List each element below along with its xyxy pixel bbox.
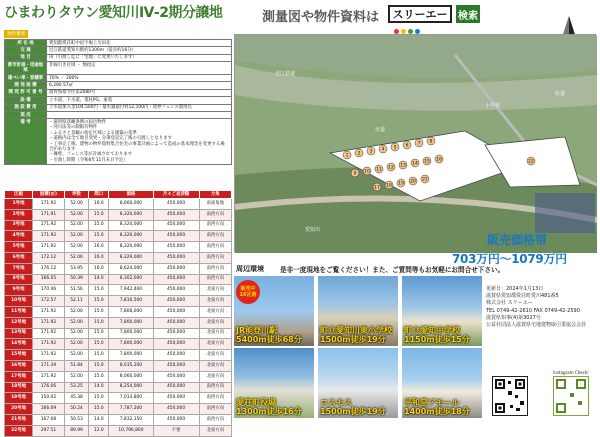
overview-value: 6,290.57㎡ [47,82,232,89]
table-row [5,199,232,210]
company-phone: TEL 0749-42-2610 FAX 0749-42-2590 [486,307,580,314]
lot-cell-monthly: 450,000 [153,393,199,404]
company-name: 株式会社 スリーエー [486,300,533,307]
overview-key: 備 考 [5,119,47,164]
lot-cell-no: 21号地 [5,414,33,425]
lot-cell-area: 171.92 [33,371,65,382]
lot-cell-no: 4号地 [5,231,33,242]
lot-cell-price: 7,800,000 [109,339,153,350]
overview-row [5,75,232,82]
lot-cell-area: 166.05 [33,274,65,285]
overview-row [5,82,232,89]
lot-cell-price: 7,800,000 [109,350,153,361]
lot-marker-label: 7 [417,141,421,147]
lot-cell-no: 12号地 [5,317,33,328]
instagram-qr-icon[interactable] [553,376,589,416]
lot-cell-monthly: 450,000 [153,209,199,220]
lot-cell-price: 8,035,200 [109,360,153,371]
lot-cell-dir: 南西方向 [199,382,231,393]
lot-marker-label: 12 [388,165,394,171]
sale-badge: 販売中 16区画 [236,280,260,304]
overview-key: 開 発 許 可 番 号 [5,89,47,96]
lot-cell-price: 7,033,800 [109,393,153,404]
lot-cell-monthly: 450,000 [153,404,199,415]
lot-cell-area: 172.12 [33,252,65,263]
overview-key: 設 備 [5,97,47,104]
table-row [5,242,232,253]
photo-name: 町立愛知中学校 [404,326,460,335]
lot-cell-area: 176.12 [33,263,65,274]
lot-cell-monthly: 450,000 [153,252,199,263]
lot-cell-tsubo: 52.00 [64,339,88,350]
photo-elementary-school [318,276,398,346]
lot-cell-no: 1号地 [5,199,33,210]
lot-cell-tsubo: 52.00 [64,199,88,210]
lot-cell-no: 10号地 [5,296,33,307]
overview-row [5,119,232,164]
lot-column-header: 面積(㎡) [33,191,65,199]
lot-cell-price: 10,796,800 [109,425,153,436]
company-association: 公益社団法人滋賀県宅地建物取引業協会会員 [486,322,587,329]
lot-cell-area: 171.92 [33,242,65,253]
photo-distance: 1150m徒歩15分 [404,335,470,344]
lot-cell-area: 176.06 [33,382,65,393]
lot-cell-dir: 北東方向 [199,371,231,382]
lot-marker-label: 21 [422,177,428,183]
lot-cell-monthly: 450,000 [153,360,199,371]
overview-key: 交 通 [5,47,47,54]
lot-cell-tsubo: 51.56 [64,285,88,296]
table-row [5,285,232,296]
lot-cell-front: 15.0 [89,350,109,361]
lot-marker-label: 15 [424,159,430,165]
lot-marker-label: 2 [357,151,361,157]
overview-row [5,104,232,111]
lot-cell-monthly: 450,000 [153,285,199,296]
lot-marker-label: 5 [393,145,397,151]
lot-cell-dir: 南西方向 [199,404,231,415]
photo-name: JR能登川駅 [236,326,278,335]
lot-cell-price: 7,800,000 [109,328,153,339]
lot-cell-area: 171.92 [33,220,65,231]
lot-cell-price: 8,302,000 [109,274,153,285]
lot-cell-no: 19号地 [5,393,33,404]
lot-cell-monthly: 450,000 [153,274,199,285]
overview-value: 田（引渡し迄に「宅地」に変更いたします） [47,54,232,61]
overview-row [5,97,232,104]
lot-cell-area: 171.92 [33,231,65,242]
overview-row [5,112,232,119]
lot-cell-price: 8,060,000 [109,371,153,382]
lot-cell-front: 16.0 [89,263,109,274]
lot-cell-monthly: 不要 [153,425,199,436]
lot-cell-no: 22号地 [5,425,33,436]
lot-cell-no: 6号地 [5,252,33,263]
lot-marker-label: 9 [353,171,357,177]
lot-cell-front: 16.0 [89,242,109,253]
lot-cell-dir: 北東方向 [199,339,231,350]
lot-cell-front: 15.0 [89,306,109,317]
lot-cell-monthly: 450,000 [153,328,199,339]
lot-cell-area: 171.92 [33,339,65,350]
page-header [0,0,600,28]
lot-column-header: 方角 [199,191,231,199]
brand-search-box[interactable]: スリーエー [388,5,452,23]
lot-cell-price: 7,832,150 [109,414,153,425]
map-label: 近江鉄道 [275,71,296,77]
lot-cell-dir: 南西方向 [199,231,231,242]
lot-cell-front: 15.0 [89,285,109,296]
lot-cell-no: 11号地 [5,306,33,317]
lot-cell-no: 3号地 [5,220,33,231]
photo-name: 町立愛知川東小学校 [320,326,392,335]
lot-cell-dir: 北東方向 [199,285,231,296]
lot-cell-no: 13号地 [5,328,33,339]
lot-cell-area: 171.92 [33,350,65,361]
lot-cell-front: 14.0 [89,274,109,285]
overview-row [5,54,232,61]
overview-key: 所 在 地 [5,40,47,47]
lot-cell-area: 170.46 [33,285,65,296]
lot-marker-label: 13 [400,163,406,169]
overview-key: 建ぺい率・容積率 [5,75,47,82]
overview-value: 愛知郡愛荘町中宿字堀上川田先 [47,40,232,47]
table-row [5,231,232,242]
lot-cell-front: 15.0 [89,296,109,307]
lot-cell-price: 8,320,000 [109,242,153,253]
photo-distance: 1300m徒歩16分 [236,407,302,416]
lot-cell-dir: 北東方向 [199,360,231,371]
lot-cell-dir: 北東方向 [199,328,231,339]
overview-key: 開 発 面 積 [5,82,47,89]
lot-cell-tsubo: 52.00 [64,231,88,242]
table-row [5,371,232,382]
lot-marker-label: 1 [345,153,349,159]
lot-cell-tsubo: 50.39 [64,274,88,285]
company-license: 滋賀県知事(4)第3027号 [486,314,541,321]
lot-cell-front: 15.0 [89,404,109,415]
lot-cell-area: 297.51 [33,425,65,436]
photo-name: コスモス [320,398,352,407]
lot-marker-label: 19 [398,181,404,187]
lot-cell-monthly: 450,000 [153,350,199,361]
lot-cell-front: 15.0 [89,317,109,328]
lot-cell-dir: 北東方向 [199,317,231,328]
lot-marker-label: 3 [369,149,373,155]
lot-cell-tsubo: 52.00 [64,328,88,339]
overview-value: 70% ・ 200% [47,75,232,82]
table-row [5,360,232,371]
lot-marker-label: 10 [364,169,370,175]
photo-distance: 1400m徒歩18分 [404,407,470,416]
lot-cell-monthly: 450,000 [153,371,199,382]
lot-cell-front: 15.0 [89,231,109,242]
lot-cell-front: 14.0 [89,414,109,425]
lot-cell-area: 171.92 [33,306,65,317]
lot-column-header: 間口 [89,191,109,199]
photo-distance: 1500m徒歩19分 [320,407,386,416]
lot-cell-front: 15.0 [89,209,109,220]
table-row [5,296,232,307]
overview-value: 近江鉄道愛知川駅約1300m（徒歩約16分） [47,47,232,54]
site-plan-svg [235,35,597,253]
overview-value: 上水道、下水道、電柱PG、東電 [47,97,232,104]
lot-cell-tsubo: 53.95 [64,263,88,274]
photo-distance: 5400m徒歩68分 [236,335,302,344]
photo-name: 平和堂アモール [404,398,460,407]
lot-cell-no: 14号地 [5,339,33,350]
table-row [5,209,232,220]
company-info [486,286,598,329]
overview-key: 都市計画・用途地域 [5,62,47,75]
property-overview [4,30,232,165]
overview-value: 上水道加入金104,500円・量水器取付料12,100円・境界フェンス費用込 [47,104,232,111]
lot-cell-dir: 北東方向 [199,350,231,361]
lot-cell-dir: 南西方向 [199,263,231,274]
lot-marker-label: 4 [381,147,385,153]
page-title: ひまわりタウン愛知川Ⅳ-2期分譲地 [4,5,223,21]
lot-cell-dir: 南西方向 [199,252,231,263]
table-row [5,317,232,328]
lot-marker-label: 20 [410,179,416,185]
lot-cell-front: 14.0 [89,382,109,393]
lot-marker-label: 22 [528,159,534,165]
lot-cell-area: 172.57 [33,296,65,307]
lot-cell-front: 15.0 [89,220,109,231]
price-range-title: 販売価格帯 [487,233,548,247]
lot-cell-tsubo: 52.06 [64,252,88,263]
table-row [5,393,232,404]
lot-cell-no: 7号地 [5,263,33,274]
lot-cell-dir: 南東角地 [199,199,231,210]
overview-row [5,40,232,47]
photo-junior-high [402,276,482,346]
lot-marker-label: 18 [386,183,392,189]
lot-cell-tsubo: 89.99 [64,425,88,436]
lot-cell-no: 9号地 [5,285,33,296]
lot-cell-monthly: 450,000 [153,242,199,253]
overview-tag: 物件概要 [4,30,28,38]
lot-cell-front: 15.0 [89,393,109,404]
lot-cell-front: 15.0 [89,371,109,382]
lot-cell-front: 16.0 [89,252,109,263]
lot-cell-tsubo: 52.00 [64,371,88,382]
table-row [5,306,232,317]
table-row [5,220,232,231]
lot-marker-label: 16 [436,157,442,163]
lot-cell-front: 15.0 [89,339,109,350]
lot-cell-no: 8号地 [5,274,33,285]
lot-cell-dir: 北東方向 [199,296,231,307]
lot-cell-price: 8,254,000 [109,382,153,393]
lot-column-header: 区画 [5,191,33,199]
lot-cell-tsubo: 52.00 [64,220,88,231]
lot-cell-front: 16.0 [89,199,109,210]
lot-cell-monthly: 450,000 [153,382,199,393]
map-label: 愛知川 [305,227,321,233]
lot-cell-monthly: 450,000 [153,296,199,307]
lot-cell-dir: 南西方向 [199,220,231,231]
map-label: 小学校 [485,103,501,109]
lot-cell-price: 8,329,000 [109,252,153,263]
lot-cell-monthly: 450,000 [153,306,199,317]
lot-cell-monthly: 450,000 [153,414,199,425]
lot-cell-area: 166.09 [33,404,65,415]
photo-distance: 1500m徒歩19分 [320,335,386,344]
table-row [5,382,232,393]
overview-table [4,39,232,165]
overview-key: 地 目 [5,54,47,61]
lot-cell-tsubo: 50.53 [64,414,88,425]
lot-cell-tsubo: 52.00 [64,317,88,328]
lot-cell-tsubo: 50.24 [64,404,88,415]
lot-cell-dir: 北東方向 [199,425,231,436]
search-button[interactable]: 検索 [456,5,480,23]
lot-cell-price: 8,320,000 [109,231,153,242]
lot-marker-label: 14 [412,161,418,167]
table-row [5,328,232,339]
surroundings-photos [234,276,484,420]
lot-cell-dir: 南西方向 [199,209,231,220]
lot-cell-monthly: 450,000 [153,263,199,274]
lot-cell-tsubo: 52.00 [64,209,88,220]
lot-column-header: 価格 [109,191,153,199]
lot-cell-price: 7,816,500 [109,296,153,307]
lot-cell-tsubo: 53.25 [64,382,88,393]
lot-cell-price: 8,320,000 [109,220,153,231]
lot-cell-area: 150.02 [33,393,65,404]
lot-cell-tsubo: 52.00 [64,350,88,361]
map-label: 県道 [555,91,566,97]
table-row [5,274,232,285]
table-row [5,339,232,350]
lot-cell-dir: 南西方向 [199,242,231,253]
table-row [5,414,232,425]
overview-key: 施 設 費 用 [5,104,47,111]
lot-cell-price: 7,787,200 [109,404,153,415]
header-subtitle: 測量図や物件資料は [262,10,380,25]
overview-row [5,47,232,54]
overview-row [5,89,232,96]
lot-cell-no: 20号地 [5,404,33,415]
aerial-site-map [234,34,596,252]
photo-name: 愛荘町役場 [236,398,276,407]
lot-cell-no: 18号地 [5,382,33,393]
lot-cell-area: 171.91 [33,209,65,220]
lot-cell-tsubo: 52.00 [64,306,88,317]
lot-cell-tsubo: 52.00 [64,242,88,253]
lot-cell-monthly: 450,000 [153,317,199,328]
lot-column-header: 坪数 [64,191,88,199]
lot-cell-dir: 北東方向 [199,306,231,317]
lot-cell-monthly: 450,000 [153,220,199,231]
photo-cosmos [318,348,398,418]
lot-cell-no: 17号地 [5,371,33,382]
lot-cell-no: 16号地 [5,360,33,371]
lot-cell-price: 8,624,000 [109,263,153,274]
lot-cell-no: 2号地 [5,209,33,220]
lot-column-header: 月々ご返済額 [153,191,199,199]
lot-cell-area: 171.92 [33,328,65,339]
lot-marker-label: 17 [374,185,380,191]
lot-marker-label: 8 [429,139,433,145]
lot-cell-tsubo: 45.38 [64,393,88,404]
lot-cell-price: 7,942,400 [109,285,153,296]
overview-row [5,62,232,75]
instagram-label: Instagram Check! [553,370,589,375]
lot-cell-price: 8,660,000 [109,199,153,210]
overview-value [47,112,232,119]
lot-price-table [4,190,232,437]
lot-cell-front: 15.0 [89,328,109,339]
lot-marker-label: 6 [405,143,409,149]
lot-cell-price: 8,320,000 [109,209,153,220]
lot-cell-tsubo: 52.11 [64,296,88,307]
lot-cell-monthly: 450,000 [153,339,199,350]
update-date: 更新日：2024年1月13日 [486,286,544,292]
photo-heiwado [402,348,482,418]
lot-cell-area: 171.92 [33,317,65,328]
lot-cell-area: 171.92 [33,199,65,210]
lot-cell-dir: 南西方向 [199,393,231,404]
lot-cell-monthly: 450,000 [153,231,199,242]
map-label: 市道 [375,127,386,133]
photo-town-hall [234,348,314,418]
table-row [5,263,232,274]
surroundings-label: 周辺環境 [236,265,264,273]
lot-marker-label: 11 [376,167,382,173]
lot-cell-front: 15.0 [89,360,109,371]
lot-cell-dir: 南西方向 [199,414,231,425]
lot-cell-price: 7,800,000 [109,317,153,328]
price-range-value: 703万円～1079万円 [452,252,567,266]
table-row [5,404,232,415]
lot-cell-front: 12.0 [89,425,109,436]
table-row [5,350,232,361]
photo-station [234,276,314,346]
lot-cell-price: 7,808,000 [109,306,153,317]
lot-cell-area: 171.39 [33,360,65,371]
lot-cell-no: 15号地 [5,350,33,361]
table-row [5,252,232,263]
lot-cell-no: 5号地 [5,242,33,253]
table-row [5,425,232,436]
overview-value: 滋賀県指令住第2080号 [47,89,232,96]
qr-code-icon[interactable] [492,376,528,416]
visit-notice: 是非一度現地をご覧ください！また、ご質問等もお気軽にお問合せ下さい。 [280,266,505,274]
lot-cell-monthly: 450,000 [153,199,199,210]
overview-value: ・滋賀県景観条例の届出物件 ・河川法等の制限有物件 ・ふるさと景観の指定区域による建築の基準 ・道路内は全て地目変更・分筆登記完了後の引渡しとなります ・工事完了後、建物の物件資料集合住宅の事業計画によって造成の基本理念を変更する場合があります ・擁壁、フェンス等が計画されております ・引渡し時期（令和6年11月末日予定） [47,119,232,164]
lot-cell-tsubo: 51.84 [64,360,88,371]
company-address: 滋賀県愛知郡愛荘町愛川481番5 [486,293,559,300]
overview-key: 現 況 [5,112,47,119]
lot-cell-dir: 南西方向 [199,274,231,285]
overview-value: 非線引き区域 ・ 無指定 [47,62,232,75]
lot-cell-area: 167.08 [33,414,65,425]
